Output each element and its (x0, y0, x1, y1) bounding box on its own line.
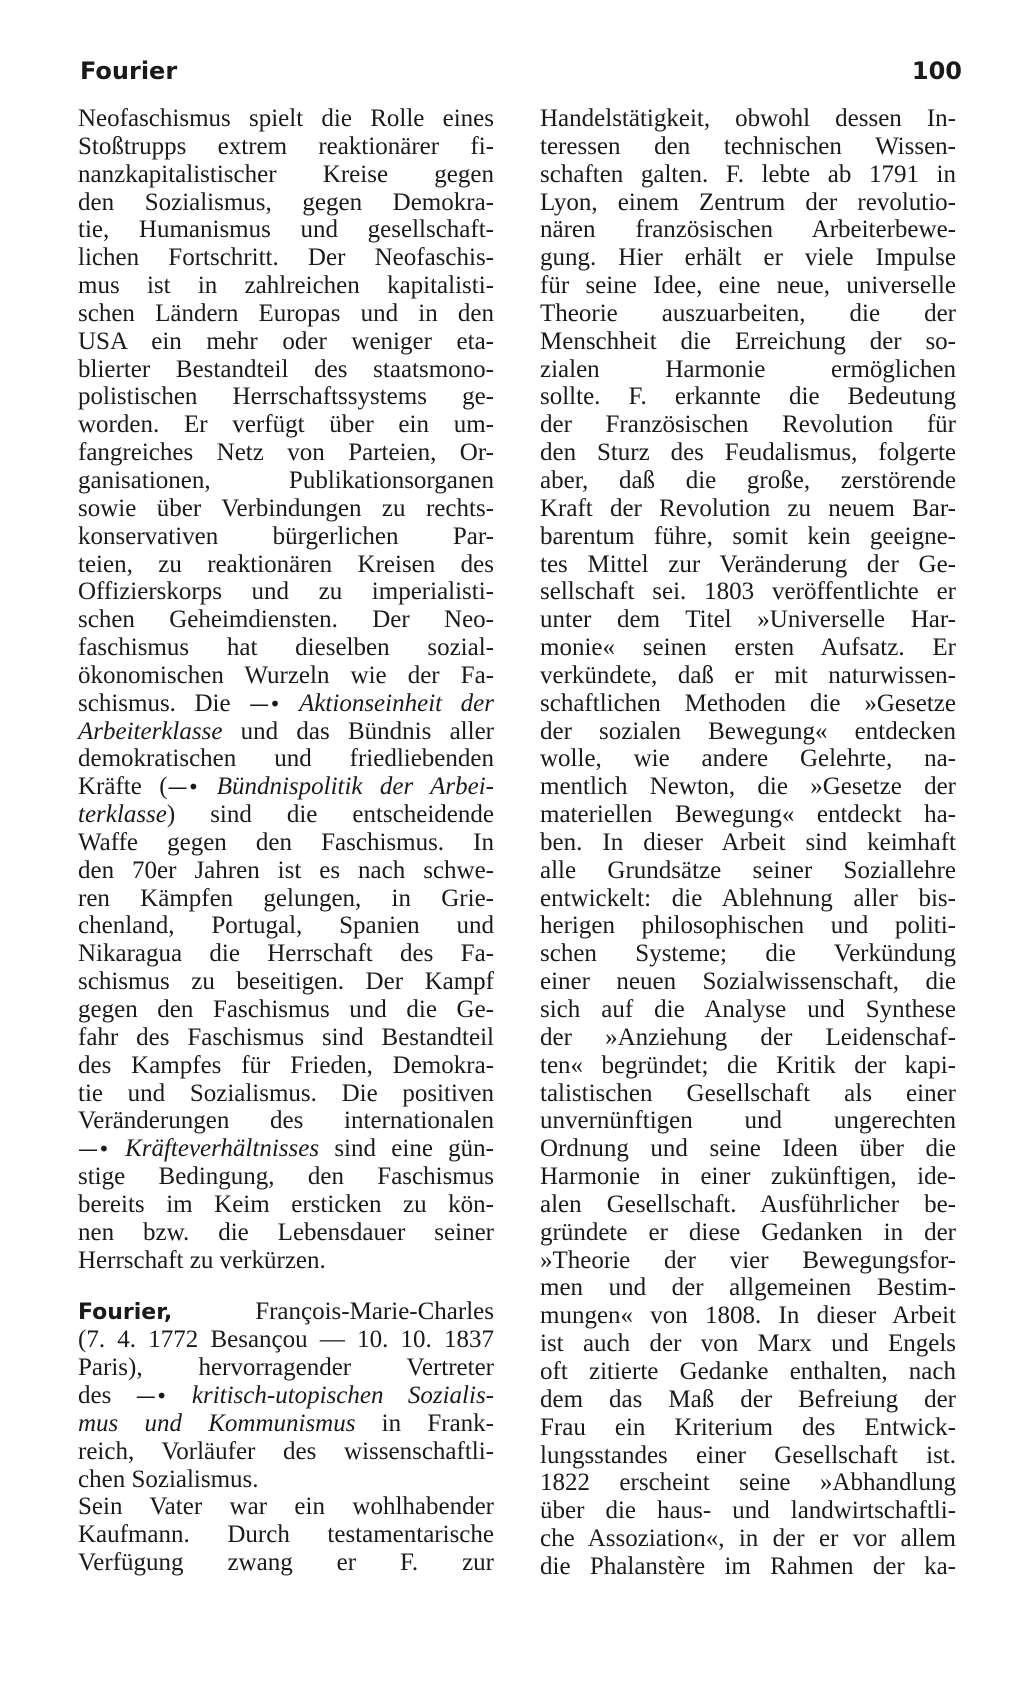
text-line (540, 105, 956, 133)
text-line (540, 801, 956, 829)
text-line (78, 718, 494, 746)
left-column (78, 105, 494, 1577)
text-segment: unvernünftigen und ungerechten (540, 1107, 956, 1135)
text-line (78, 1549, 494, 1577)
text-line (540, 439, 956, 467)
text-line (78, 1326, 494, 1354)
text-segment: oft zitierte Gedanke enthalten, nach (540, 1357, 956, 1385)
text-segment: nären französischen Arbeiterbewe- (540, 216, 956, 244)
text-segment: des (78, 1381, 136, 1409)
text-line (540, 606, 956, 634)
text-segment: ben. In dieser Arbeit sind keimhaft (540, 828, 956, 856)
text-line (540, 885, 956, 913)
text-segment: schaftlichen Methoden die »Gesetze (540, 689, 956, 717)
text-segment: Ordnung und seine Ideen über die (540, 1135, 956, 1163)
text-segment: ren Kämpfen gelungen, in Grie- (78, 884, 494, 912)
cross-reference-term: Aktionseinheit der (280, 689, 494, 717)
text-segment: wolle, wie andere Gelehrte, na- (540, 745, 956, 773)
text-line (540, 662, 956, 690)
text-line (78, 272, 494, 300)
text-line (78, 523, 494, 551)
text-line (540, 133, 956, 161)
text-segment: nen bzw. die Lebensdauer seiner (78, 1218, 494, 1246)
text-line (78, 161, 494, 189)
text-segment: sind eine gün- (319, 1135, 495, 1163)
text-segment: (7. 4. 1772 Besançou — 10. 10. 1837 (78, 1326, 494, 1354)
text-line (540, 244, 956, 272)
text-segment: verkündete, daß er mit naturwissen- (540, 661, 956, 689)
text-line (540, 328, 956, 356)
text-line (540, 1163, 956, 1191)
text-line (78, 328, 494, 356)
text-segment: der »Anziehung der Leidenschaf- (540, 1023, 956, 1051)
text-line (540, 1386, 956, 1414)
text-line (78, 773, 494, 801)
text-segment: Nikaragua die Herrschaft des Fa- (78, 940, 494, 968)
text-line (78, 940, 494, 968)
text-line (78, 1107, 494, 1135)
text-line (78, 1247, 494, 1275)
text-segment: sowie über Verbindungen zu rechts- (78, 494, 494, 522)
text-line (540, 634, 956, 662)
text-line (540, 300, 956, 328)
text-line (78, 356, 494, 384)
text-line (540, 383, 956, 411)
text-line (540, 829, 956, 857)
text-line (78, 1191, 494, 1219)
text-segment: Paris), hervorragender Vertreter (78, 1354, 494, 1382)
text-segment: Sein Vater war ein wohlhabender (78, 1493, 494, 1521)
text-line (78, 439, 494, 467)
text-segment: chen Sozialismus. (78, 1465, 259, 1493)
text-segment: sellschaft sei. 1803 veröffentlichte er (540, 578, 956, 606)
text-segment: lungsstandes einer Gesellschaft ist. (540, 1441, 956, 1469)
text-line (78, 968, 494, 996)
text-segment: den Sturz des Feudalismus, folgerte (540, 439, 956, 467)
text-line (540, 1107, 956, 1135)
text-segment: teien, zu reaktionären Kreisen des (78, 550, 494, 578)
text-segment: Veränderungen des internationalen (78, 1107, 494, 1135)
text-line (78, 1298, 494, 1326)
cross-reference-term: Arbeiterklasse (78, 717, 223, 745)
text-segment: tie und Sozialismus. Die positiven (78, 1079, 494, 1107)
text-line (540, 996, 956, 1024)
text-line (78, 216, 494, 244)
text-line (78, 300, 494, 328)
text-segment: mentlich Newton, die »Gesetze der (540, 773, 956, 801)
cross-reference-term: Bündnispolitik der Arbei- (199, 773, 494, 801)
cross-reference-term: Kräfteverhältnisses (109, 1135, 320, 1163)
text-segment: men und der allgemeinen Bestim- (540, 1274, 956, 1302)
paragraph-gap (78, 1274, 494, 1298)
text-segment: gegen den Faschismus und die Ge- (78, 996, 494, 1023)
text-line (540, 1052, 956, 1080)
text-segment: des Kampfes für Frieden, Demokra- (78, 1051, 494, 1079)
text-segment: tie, Humanismus und gesellschaft- (78, 216, 494, 244)
text-line (78, 1438, 494, 1466)
text-segment: François-Marie-Charles (172, 1298, 494, 1326)
text-segment: fangreiches Netz von Parteien, Or- (78, 439, 494, 467)
text-line (540, 1219, 956, 1247)
text-segment: mus ist in zahlreichen kapitalisti- (78, 272, 494, 300)
text-line (540, 690, 956, 718)
text-segment: sollte. F. erkannte die Bedeutung (540, 383, 956, 411)
text-line (540, 1274, 956, 1302)
text-segment: schen Geheimdiensten. Der Neo- (78, 606, 494, 634)
text-segment: herigen philosophischen und politi- (540, 912, 956, 940)
text-segment: Offizierskorps und zu imperialisti- (78, 578, 494, 606)
text-segment: Verfügung zwang er F. zur (78, 1549, 494, 1577)
text-line (540, 1497, 956, 1525)
text-segment: talistischen Gesellschaft als einer (540, 1079, 956, 1107)
text-line (78, 1493, 494, 1521)
cross-reference-term: mus und Kommunismus (78, 1409, 356, 1437)
text-line (540, 718, 956, 746)
text-segment: sich auf die Analyse und Synthese (540, 996, 956, 1023)
text-line (78, 189, 494, 217)
right-column (540, 105, 956, 1581)
text-segment: Kaufmann. Durch testamentarische (78, 1521, 494, 1549)
text-segment: blierter Bestandteil des staatsmono- (78, 355, 494, 383)
text-segment: Handelstätigkeit, obwohl dessen In- (540, 105, 956, 132)
text-segment: chenland, Portugal, Spanien und (78, 912, 494, 940)
text-line (540, 1525, 956, 1553)
text-segment: Neofaschismus spielt die Rolle eines (78, 105, 494, 132)
text-line (78, 411, 494, 439)
text-segment: fahr des Faschismus sind Bestandteil (78, 1023, 494, 1051)
text-segment: entwickelt: die Ablehnung aller bis- (540, 884, 956, 912)
text-line (540, 1247, 956, 1275)
text-segment: Frau ein Kriterium des Entwick- (540, 1413, 956, 1441)
text-line (540, 1358, 956, 1386)
text-line (540, 1135, 956, 1163)
text-segment: schismus zu beseitigen. Der Kampf (78, 968, 494, 996)
text-segment: einer neuen Sozialwissenschaft, die (540, 968, 956, 996)
text-segment: Stoßtrupps extrem reaktionärer fi- (78, 132, 494, 160)
text-line (78, 662, 494, 690)
text-segment: ) sind die entscheidende (166, 801, 494, 829)
text-line (540, 495, 956, 523)
text-segment: reich, Vorläufer des wissenschaftli- (78, 1437, 494, 1465)
text-segment: die Phalanstère im Rahmen der ka- (540, 1552, 956, 1580)
text-line (540, 356, 956, 384)
text-line (78, 1135, 494, 1163)
text-segment: Kraft der Revolution zu neuem Bar- (540, 494, 956, 522)
text-line (540, 1414, 956, 1442)
entry-headword: Fourier, (78, 1300, 173, 1326)
page-number: 100 (911, 57, 962, 85)
text-line (78, 133, 494, 161)
cross-reference-arrow: —• (249, 691, 281, 716)
text-line (78, 105, 494, 133)
text-line (78, 885, 494, 913)
text-segment: tes Mittel zur Veränderung der Ge- (540, 550, 956, 578)
text-line (78, 996, 494, 1024)
text-line (78, 1080, 494, 1108)
text-segment: und das Bündnis aller (222, 717, 494, 745)
text-line (78, 1024, 494, 1052)
cross-reference-arrow: —• (78, 1137, 110, 1162)
text-segment: USA ein mehr oder weniger eta- (78, 327, 494, 355)
text-line (78, 551, 494, 579)
text-line (540, 940, 956, 968)
text-segment: che Assoziation«, in der er vor allem (540, 1525, 956, 1553)
text-segment: faschismus hat dieselben sozial- (78, 634, 494, 662)
text-segment: nanzkapitalistischer Kreise gegen (78, 160, 494, 188)
text-line (78, 1354, 494, 1382)
running-head: Fourier (80, 57, 178, 85)
cross-reference-term: kritisch-utopischen Sozialis- (167, 1381, 494, 1409)
text-segment: »Theorie der vier Bewegungsfor- (540, 1246, 956, 1274)
text-segment: mungen« von 1808. In dieser Arbeit (540, 1302, 956, 1330)
text-segment: teressen den technischen Wissen- (540, 132, 956, 160)
text-line (540, 745, 956, 773)
text-segment: barentum führe, somit kein geeigne- (540, 522, 956, 550)
text-line (540, 1553, 956, 1581)
cross-reference-term: terklasse (78, 801, 167, 829)
text-segment: zialen Harmonie ermöglichen (540, 355, 956, 383)
text-segment: dem das Maß der Befreiung der (540, 1385, 956, 1413)
text-segment: der sozialen Bewegung« entdecken (540, 717, 956, 745)
text-line (540, 272, 956, 300)
text-line (78, 1521, 494, 1549)
text-segment: monie« seinen ersten Aufsatz. Er (540, 634, 956, 662)
text-segment: gründete er diese Gedanken in der (540, 1218, 956, 1246)
text-segment: Theorie auszuarbeiten, die der (540, 299, 956, 327)
text-segment: Herrschaft zu verkürzen. (78, 1246, 326, 1274)
text-segment: Kräfte ( (78, 773, 168, 801)
text-line (540, 189, 956, 217)
text-segment: Lyon, einem Zentrum der revolutio- (540, 188, 956, 216)
text-line (78, 1382, 494, 1410)
text-segment: lichen Fortschritt. Der Neofaschis- (78, 244, 494, 272)
text-segment: schen Ländern Europas und in den (78, 299, 494, 327)
text-line (540, 773, 956, 801)
text-segment: demokratischen und friedliebenden (78, 745, 494, 773)
text-line (78, 634, 494, 662)
text-segment: schismus. Die (78, 689, 250, 717)
text-segment: ist auch der von Marx und Engels (540, 1330, 956, 1358)
text-line (540, 1469, 956, 1497)
text-segment: Waffe gegen den Faschismus. In (78, 828, 494, 856)
text-line (540, 411, 956, 439)
text-line (78, 1410, 494, 1438)
cross-reference-arrow: —• (167, 775, 200, 800)
text-line (78, 1466, 494, 1494)
text-line (540, 1302, 956, 1330)
text-line (540, 578, 956, 606)
text-line (540, 1024, 956, 1052)
text-segment: in Frank- (355, 1409, 494, 1437)
text-line (540, 523, 956, 551)
text-segment: Menschheit die Erreichung der so- (540, 327, 956, 355)
text-line (540, 1080, 956, 1108)
text-segment: der Französischen Revolution für (540, 411, 956, 439)
text-line (540, 857, 956, 885)
text-segment: alen Gesellschaft. Ausführlicher be- (540, 1190, 956, 1218)
text-segment: unter dem Titel »Universelle Har- (540, 606, 956, 634)
text-line (78, 1219, 494, 1247)
text-segment: worden. Er verfügt über ein um- (78, 411, 494, 439)
text-line (540, 1330, 956, 1358)
text-line (78, 1163, 494, 1191)
text-segment: polistischen Herrschaftssystems ge- (78, 383, 494, 411)
text-segment: aber, daß die große, zerstörende (540, 466, 956, 494)
text-line (78, 829, 494, 857)
text-line (540, 1191, 956, 1219)
text-line (78, 690, 494, 718)
text-line (78, 244, 494, 272)
text-segment: ganisationen, Publikationsorganen (78, 466, 494, 494)
text-segment: über die haus- und landwirtschaftli- (540, 1497, 956, 1525)
text-line (540, 968, 956, 996)
text-line (540, 216, 956, 244)
text-line (78, 578, 494, 606)
text-segment: gung. Hier erhält er viele Impulse (540, 244, 956, 272)
text-segment: ten« begründet; die Kritik der kapi- (540, 1051, 956, 1079)
text-line (78, 745, 494, 773)
text-segment: den 70er Jahren ist es nach schwe- (78, 856, 494, 884)
text-segment: den Sozialismus, gegen Demokra- (78, 188, 494, 216)
text-line (540, 551, 956, 579)
text-line (78, 912, 494, 940)
cross-reference-arrow: —• (135, 1383, 168, 1408)
text-segment: schen Systeme; die Verkündung (540, 940, 956, 968)
text-line (78, 857, 494, 885)
text-line (78, 467, 494, 495)
text-line (540, 467, 956, 495)
text-segment: schaften galten. F. lebte ab 1791 in (540, 160, 956, 188)
text-line (78, 383, 494, 411)
text-segment: materiellen Bewegung« entdeckt ha- (540, 801, 956, 829)
text-segment: stige Bedingung, den Faschismus (78, 1163, 494, 1191)
text-segment: konservativen bürgerlichen Par- (78, 522, 494, 550)
text-line (540, 912, 956, 940)
text-line (78, 801, 494, 829)
text-line (78, 1052, 494, 1080)
text-segment: ökonomischen Wurzeln wie der Fa- (78, 661, 494, 689)
text-line (78, 606, 494, 634)
text-line (78, 495, 494, 523)
text-segment: bereits im Keim ersticken zu kön- (78, 1190, 494, 1218)
text-segment: alle Grundsätze seiner Soziallehre (540, 856, 956, 884)
text-line (540, 161, 956, 189)
text-line (540, 1442, 956, 1470)
text-segment: 1822 erscheint seine »Abhandlung (540, 1469, 956, 1497)
text-segment: für seine Idee, eine neue, universelle (540, 272, 956, 300)
text-segment: Harmonie in einer zukünftigen, ide- (540, 1163, 956, 1191)
